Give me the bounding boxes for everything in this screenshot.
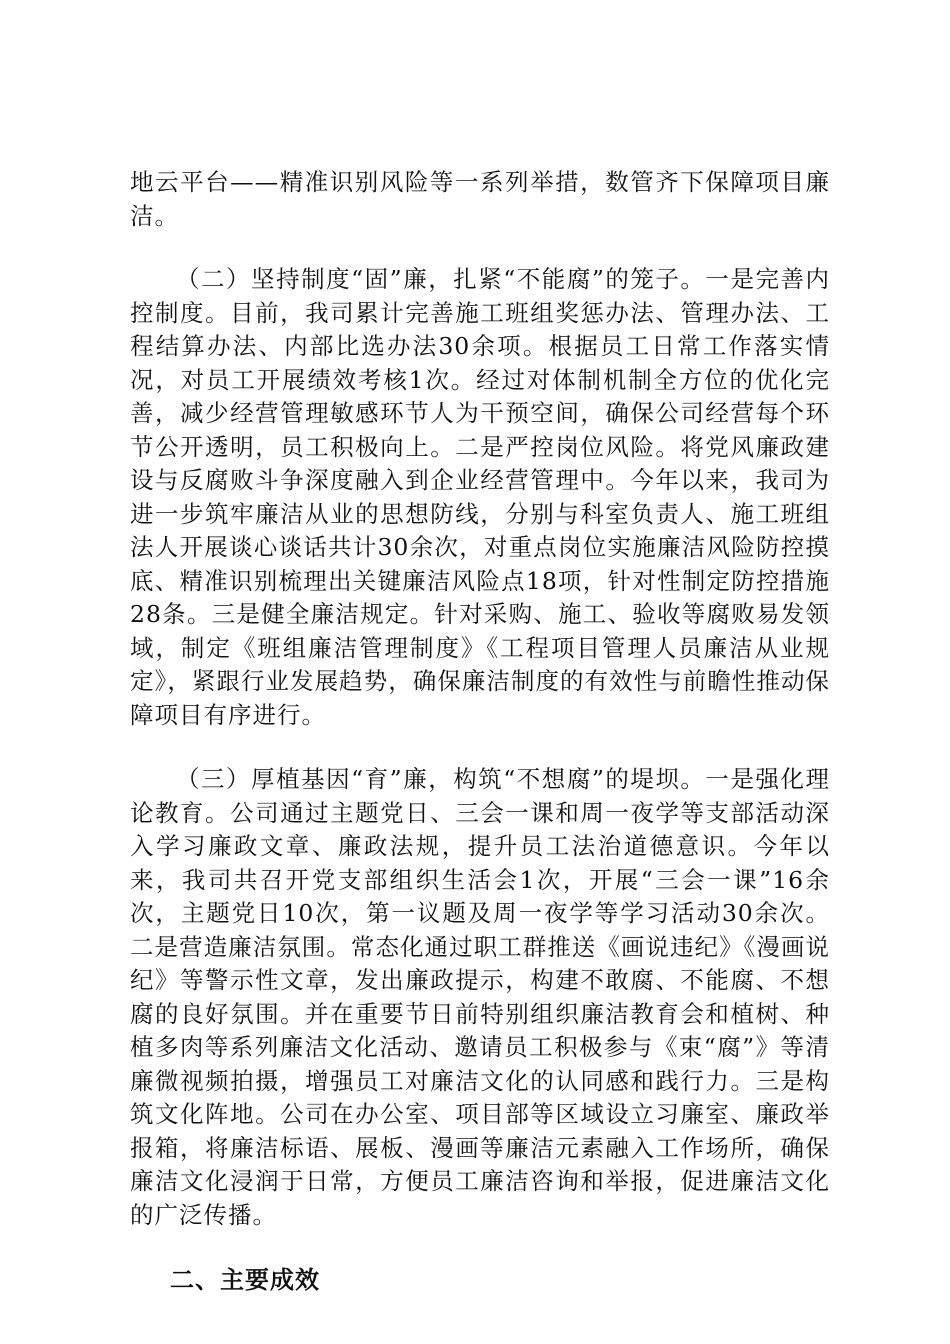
paragraph-culture-integrity: （三）厚植基因“育”廉，构筑“不想腐”的堤坝。一是强化理论教育。公司通过主题党日、三会一课和周一夜学等支部活动深入学习廉政文章、廉政法规，提升员工法治道德意识。今年以来，我司共召开党支部组织生活会1次，开展“三会一课”16余次，主题党日10次，第一议题及周一夜学等学习活动30余次。二是营造廉洁氛围。常态化通过职工群推送《画说违纪》《漫画说纪》等警示性文章，发出廉政提示，构建不敢腐、不能腐、不想腐的良好氛围。并在重要节日前特别组织廉洁教育会和植树、种植多肉等系列廉洁文化活动、邀请员工积极参与《束“腐”》等清廉微视频拍摄，增强员工对廉洁文化的认同感和践行力。三是构筑文化阵地。公司在办公室、项目部等区域设立习廉室、廉政举报箱，将廉洁标语、展板、漫画等廉洁元素融入工作场所，确保廉洁文化浸润于日常，方便员工廉洁咨询和举报，促进廉洁文化的广泛传播。 <box>130 765 830 1229</box>
document-page <box>130 166 830 1297</box>
paragraph-system-integrity: （二）坚持制度“固”廉，扎紧“不能腐”的笼子。一是完善内控制度。目前，我司累计完善施工班组奖惩办法、管理办法、工程结算办法、内部比选办法30余项。根据员工日常工作落实情况，对员工开展绩效考核1次。经过对体制机制全方位的优化完善，减少经营管理敏感环节人为干预空间，确保公司经营每个环节公开透明，员工积极向上。二是严控岗位风险。将党风廉政建设与反腐败斗争深度融入到企业经营管理中。今年以来，我司为进一步筑牢廉洁从业的思想防线，分别与科室负责人、施工班组法人开展谈心谈话共计30余次，对重点岗位实施廉洁风险防控摸底、精准识别梳理出关键廉洁风险点18项，针对性制定防控措施28条。三是健全廉洁规定。针对采购、施工、验收等腐败易发领域，制定《班组廉洁管理制度》《工程项目管理人员廉洁从业规定》，紧跟行业发展趋势，确保廉洁制度的有效性与前瞻性推动保障项目有序进行。 <box>130 265 830 729</box>
section-heading: 二、主要成效 <box>170 1266 320 1294</box>
paragraph-continuation: 地云平台——精准识别风险等一系列举措，数管齐下保障项目廉洁。 <box>130 168 830 230</box>
